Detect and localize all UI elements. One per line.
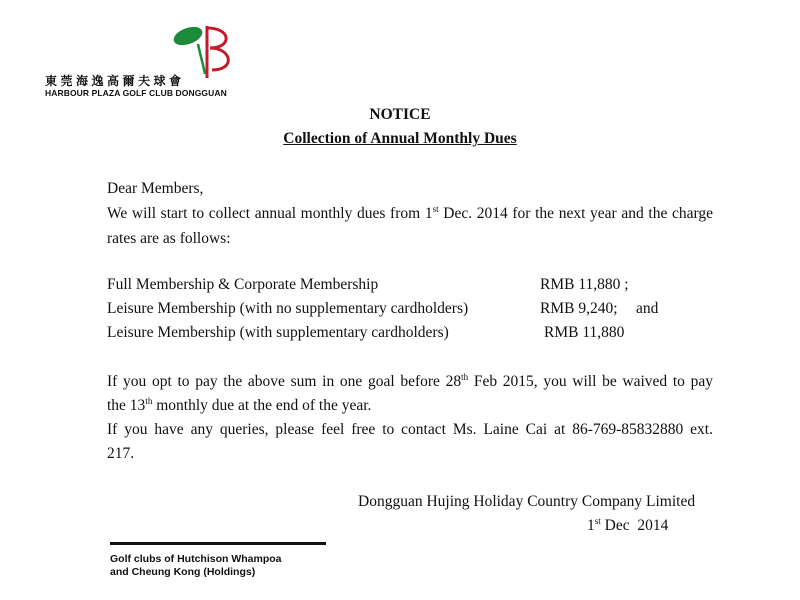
signature-date-rest: Dec 2014 [600, 517, 669, 534]
offer-line2-sup: th [145, 396, 153, 406]
rate-price-1: RMB 11,880 ; [540, 276, 629, 293]
offer-sup: th [461, 372, 469, 382]
footer-divider [110, 542, 326, 545]
notice-subtitle [0, 130, 800, 148]
signature-company: Dongguan Hujing Holiday Country Company Limited [358, 493, 696, 510]
intro-text-b: Dec. 2014 for the next year and the charge [438, 205, 713, 222]
footer-line-2: and Cheung Kong (Holdings) [110, 566, 256, 578]
intro-text-a: We will start to collect annual monthly dues from 1 [107, 205, 433, 222]
offer-text-b: Feb 2015, you will be waived to pay [468, 373, 713, 390]
notice-subtitle-text: Collection of Annual Monthly Dues [283, 130, 517, 147]
offer-line-2 [107, 398, 371, 414]
offer-line-1 [107, 374, 713, 390]
club-logo [170, 18, 250, 80]
rate-name-2: Leisure Membership (with no supplementary cardholders) [107, 300, 469, 317]
logo-green-stroke [198, 44, 205, 74]
greeting: Dear Members, [107, 180, 204, 197]
rate-suffix-2: and [636, 300, 659, 317]
rate-price-3: RMB 11,880 [544, 324, 625, 341]
notice-title: NOTICE [369, 106, 431, 123]
club-name-english: HARBOUR PLAZA GOLF CLUB DONGGUAN [45, 88, 227, 98]
rate-name-3: Leisure Membership (with supplementary cardholders) [107, 324, 449, 341]
logo-green-leaf [171, 23, 205, 48]
intro-line-2: rates are as follows: [107, 230, 231, 247]
intro-line-1 [107, 206, 713, 222]
signature-date-day: 1 [587, 517, 595, 534]
rate-price-2: RMB 9,240; [540, 300, 618, 317]
offer-line2-text-a: the 13 [107, 397, 146, 414]
intro-sup: st [432, 204, 439, 214]
offer-text-a: If you opt to pay the above sum in one goal before 28 [107, 373, 462, 390]
contact-line-1: If you have any queries, please feel free to contact Ms. Laine Cai at 86-769-85832880 ext. [107, 421, 713, 438]
logo-red-p-bowl [207, 28, 228, 70]
contact-line-2: 217. [107, 445, 135, 462]
club-name-chinese: 東莞海逸高爾夫球會 [45, 74, 185, 88]
signature-date [587, 518, 668, 534]
footer-line-1: Golf clubs of Hutchison Whampoa [110, 553, 282, 565]
rate-name-1: Full Membership & Corporate Membership [107, 276, 379, 293]
signature-date-sup: st [594, 516, 601, 526]
offer-line2-text-b: monthly due at the end of the year. [152, 397, 372, 414]
